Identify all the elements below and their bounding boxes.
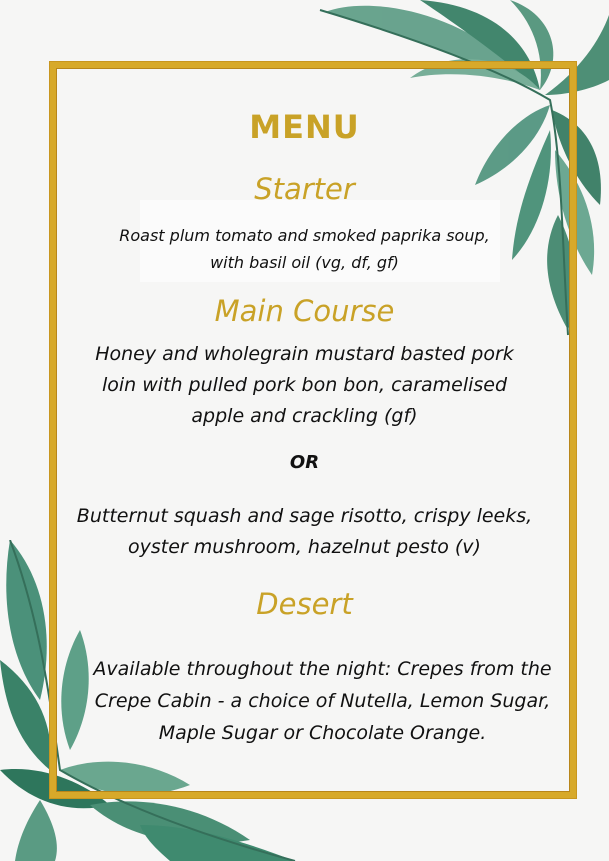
menu-title: MENU [249, 108, 360, 146]
starter-heading: Starter [254, 172, 355, 206]
main-line-2: loin with pulled pork bon bon, caramelised [101, 374, 508, 396]
dessert-line-2: Crepe Cabin - a choice of Nutella, Lemon Sugar, [94, 690, 551, 712]
main-course-heading: Main Course [214, 294, 395, 328]
main-line-1: Honey and wholegrain mustard basted pork [95, 343, 514, 365]
or-divider: OR [289, 452, 320, 473]
starter-line-1: Roast plum tomato and smoked paprika soup, [119, 226, 490, 245]
dessert-heading: Desert [256, 587, 353, 621]
alt-main-line-2: oyster mushroom, hazelnut pesto (v) [128, 536, 481, 558]
alt-main-line-1: Butternut squash and sage risotto, crispy leeks, [76, 505, 533, 527]
starter-line-2: with basil oil (vg, df, gf) [210, 253, 399, 272]
dessert-line-1: Available throughout the night: Crepes from the [93, 658, 552, 680]
dessert-line-3: Maple Sugar or Chocolate Orange. [158, 722, 487, 744]
main-line-3: apple and crackling (gf) [191, 405, 418, 427]
